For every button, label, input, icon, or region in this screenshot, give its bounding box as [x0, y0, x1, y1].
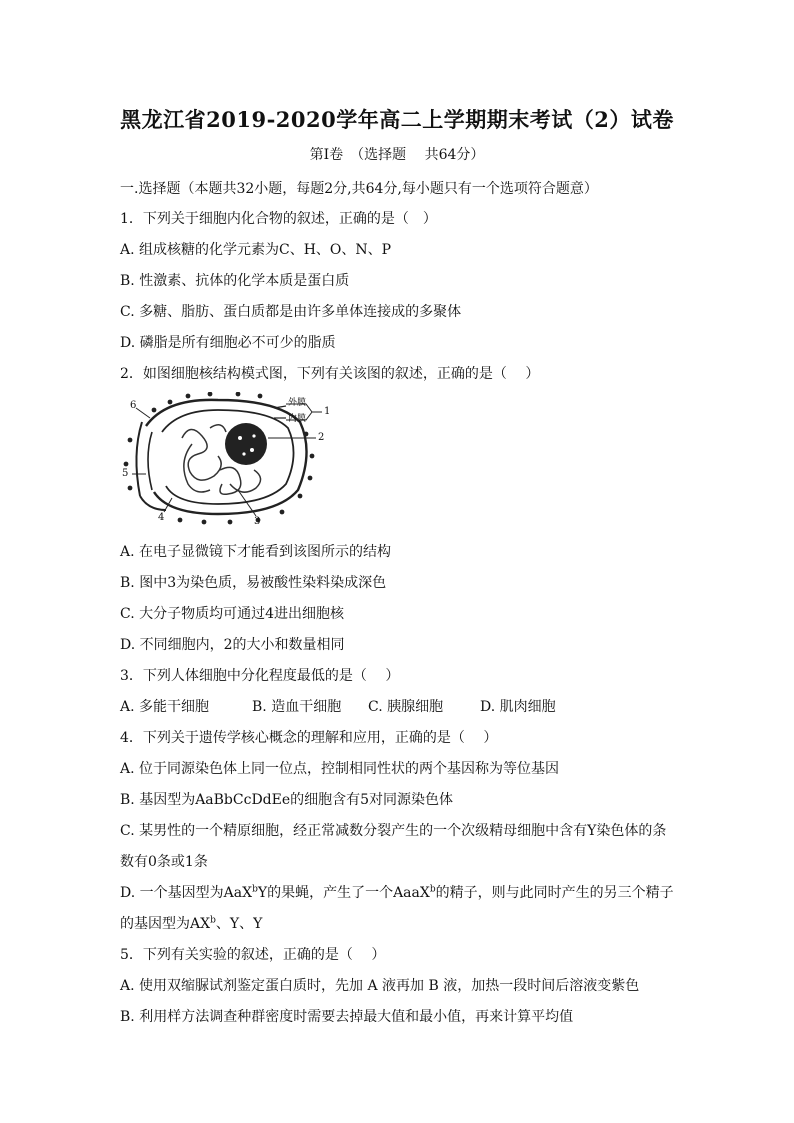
question-3-options: [120, 696, 556, 716]
question-5-option-a: A. 使用双缩脲试剂鉴定蛋白质时，先加 A 液再加 B 液，加热一段时间后溶液变紫色: [120, 978, 640, 994]
question-2-option-a: A. 在电子显微镜下才能看到该图所示的结构: [120, 544, 392, 560]
question-3-option-c: C. 胰腺细胞: [368, 699, 444, 715]
question-4-stem: 4．下列关于遗传学核心概念的理解和应用，正确的是（ ）: [120, 730, 498, 746]
figure-label-3: 3: [254, 516, 261, 527]
question-5-stem: 5．下列有关实验的叙述，正确的是（ ）: [120, 947, 386, 963]
question-5-option-b: B. 利用样方法调查种群密度时需要去掉最大值和最小值，再来计算平均值: [120, 1009, 574, 1025]
q4-d-sup-3: b: [210, 915, 216, 926]
question-3-option-a: A. 多能干细胞: [120, 699, 210, 715]
question-4-option-c-line1: C. 某男性的一个精原细胞，经正常减数分裂产生的一个次级精母细胞中含有Y染色体的条: [120, 823, 667, 839]
outer-membrane-line: [146, 400, 307, 514]
inner-membrane-label: 内膜: [288, 414, 307, 424]
outer-membrane-label: 外膜: [288, 398, 307, 408]
question-4-option-d-line2: [120, 913, 262, 933]
figure-label-5: 5: [122, 468, 129, 479]
question-4-option-b: B. 基因型为AaBbCcDdEe的细胞含有5对同源染色体: [120, 792, 454, 808]
question-2-option-c: C. 大分子物质均可通过4进出细胞核: [120, 606, 345, 622]
question-2-stem: 2．如图细胞核结构模式图，下列有关该图的叙述，正确的是（ ）: [120, 366, 540, 382]
question-1-option-d: D. 磷脂是所有细胞必不可少的脂质: [120, 335, 336, 351]
figure-label-4: 4: [158, 512, 165, 523]
figure-label-1: 1: [324, 406, 331, 417]
q4-d-text-4: 的基因型为AX: [120, 916, 211, 932]
q4-d-text-3: 的精子，则与此同时产生的另三个精子: [435, 885, 674, 901]
question-2-option-d: D. 不同细胞内，2的大小和数量相同: [120, 637, 345, 653]
section-subtitle: 第Ⅰ卷 （选择题 共64分）: [309, 147, 485, 163]
q4-d-text-2: Y的果蝇，产生了一个AaaX: [257, 885, 430, 901]
figure-label-6: 6: [130, 400, 137, 411]
question-1-option-a: A. 组成核糖的化学元素为C、H、O、N、P: [120, 242, 392, 258]
question-1-stem: 1．下列关于细胞内化合物的叙述，正确的是（ ）: [120, 211, 437, 227]
question-1-option-b: B. 性激素、抗体的化学本质是蛋白质: [120, 273, 350, 289]
q4-d-sup-1: b: [252, 884, 258, 895]
q4-d-text-1: D. 一个基因型为AaX: [120, 885, 253, 901]
question-4-option-a: A. 位于同源染色体上同一位点，控制相同性状的两个基因称为等位基因: [120, 761, 560, 777]
figure-label-2: 2: [318, 432, 325, 443]
inner-membrane-line: [162, 410, 294, 504]
q4-d-sup-2: b: [429, 884, 436, 895]
question-1-option-c: C. 多糖、脂肪、蛋白质都是由许多单体连接成的多聚体: [120, 304, 462, 320]
nucleolus-shape: [225, 423, 267, 465]
q4-d-text-5: 、Y、Y: [215, 916, 263, 932]
question-2-option-b: B. 图中3为染色质，易被酸性染料染成深色: [120, 575, 387, 591]
question-3-option-b: B. 造血干细胞: [252, 699, 342, 715]
question-4-option-d-line1: [120, 882, 674, 902]
section-instructions: 一.选择题（本题共32小题，每题2分,共64分,每小题只有一个选项符合题意）: [120, 181, 598, 197]
nucleus-structure-diagram: [118, 392, 338, 528]
page-title: 黑龙江省2019-2020学年高二上学期期末考试（2）试卷: [120, 107, 674, 132]
question-3-option-d: D. 肌肉细胞: [480, 699, 556, 715]
question-4-option-c-line2: 数有0条或1条: [120, 854, 208, 870]
question-3-stem: 3．下列人体细胞中分化程度最低的是（ ）: [120, 668, 400, 684]
